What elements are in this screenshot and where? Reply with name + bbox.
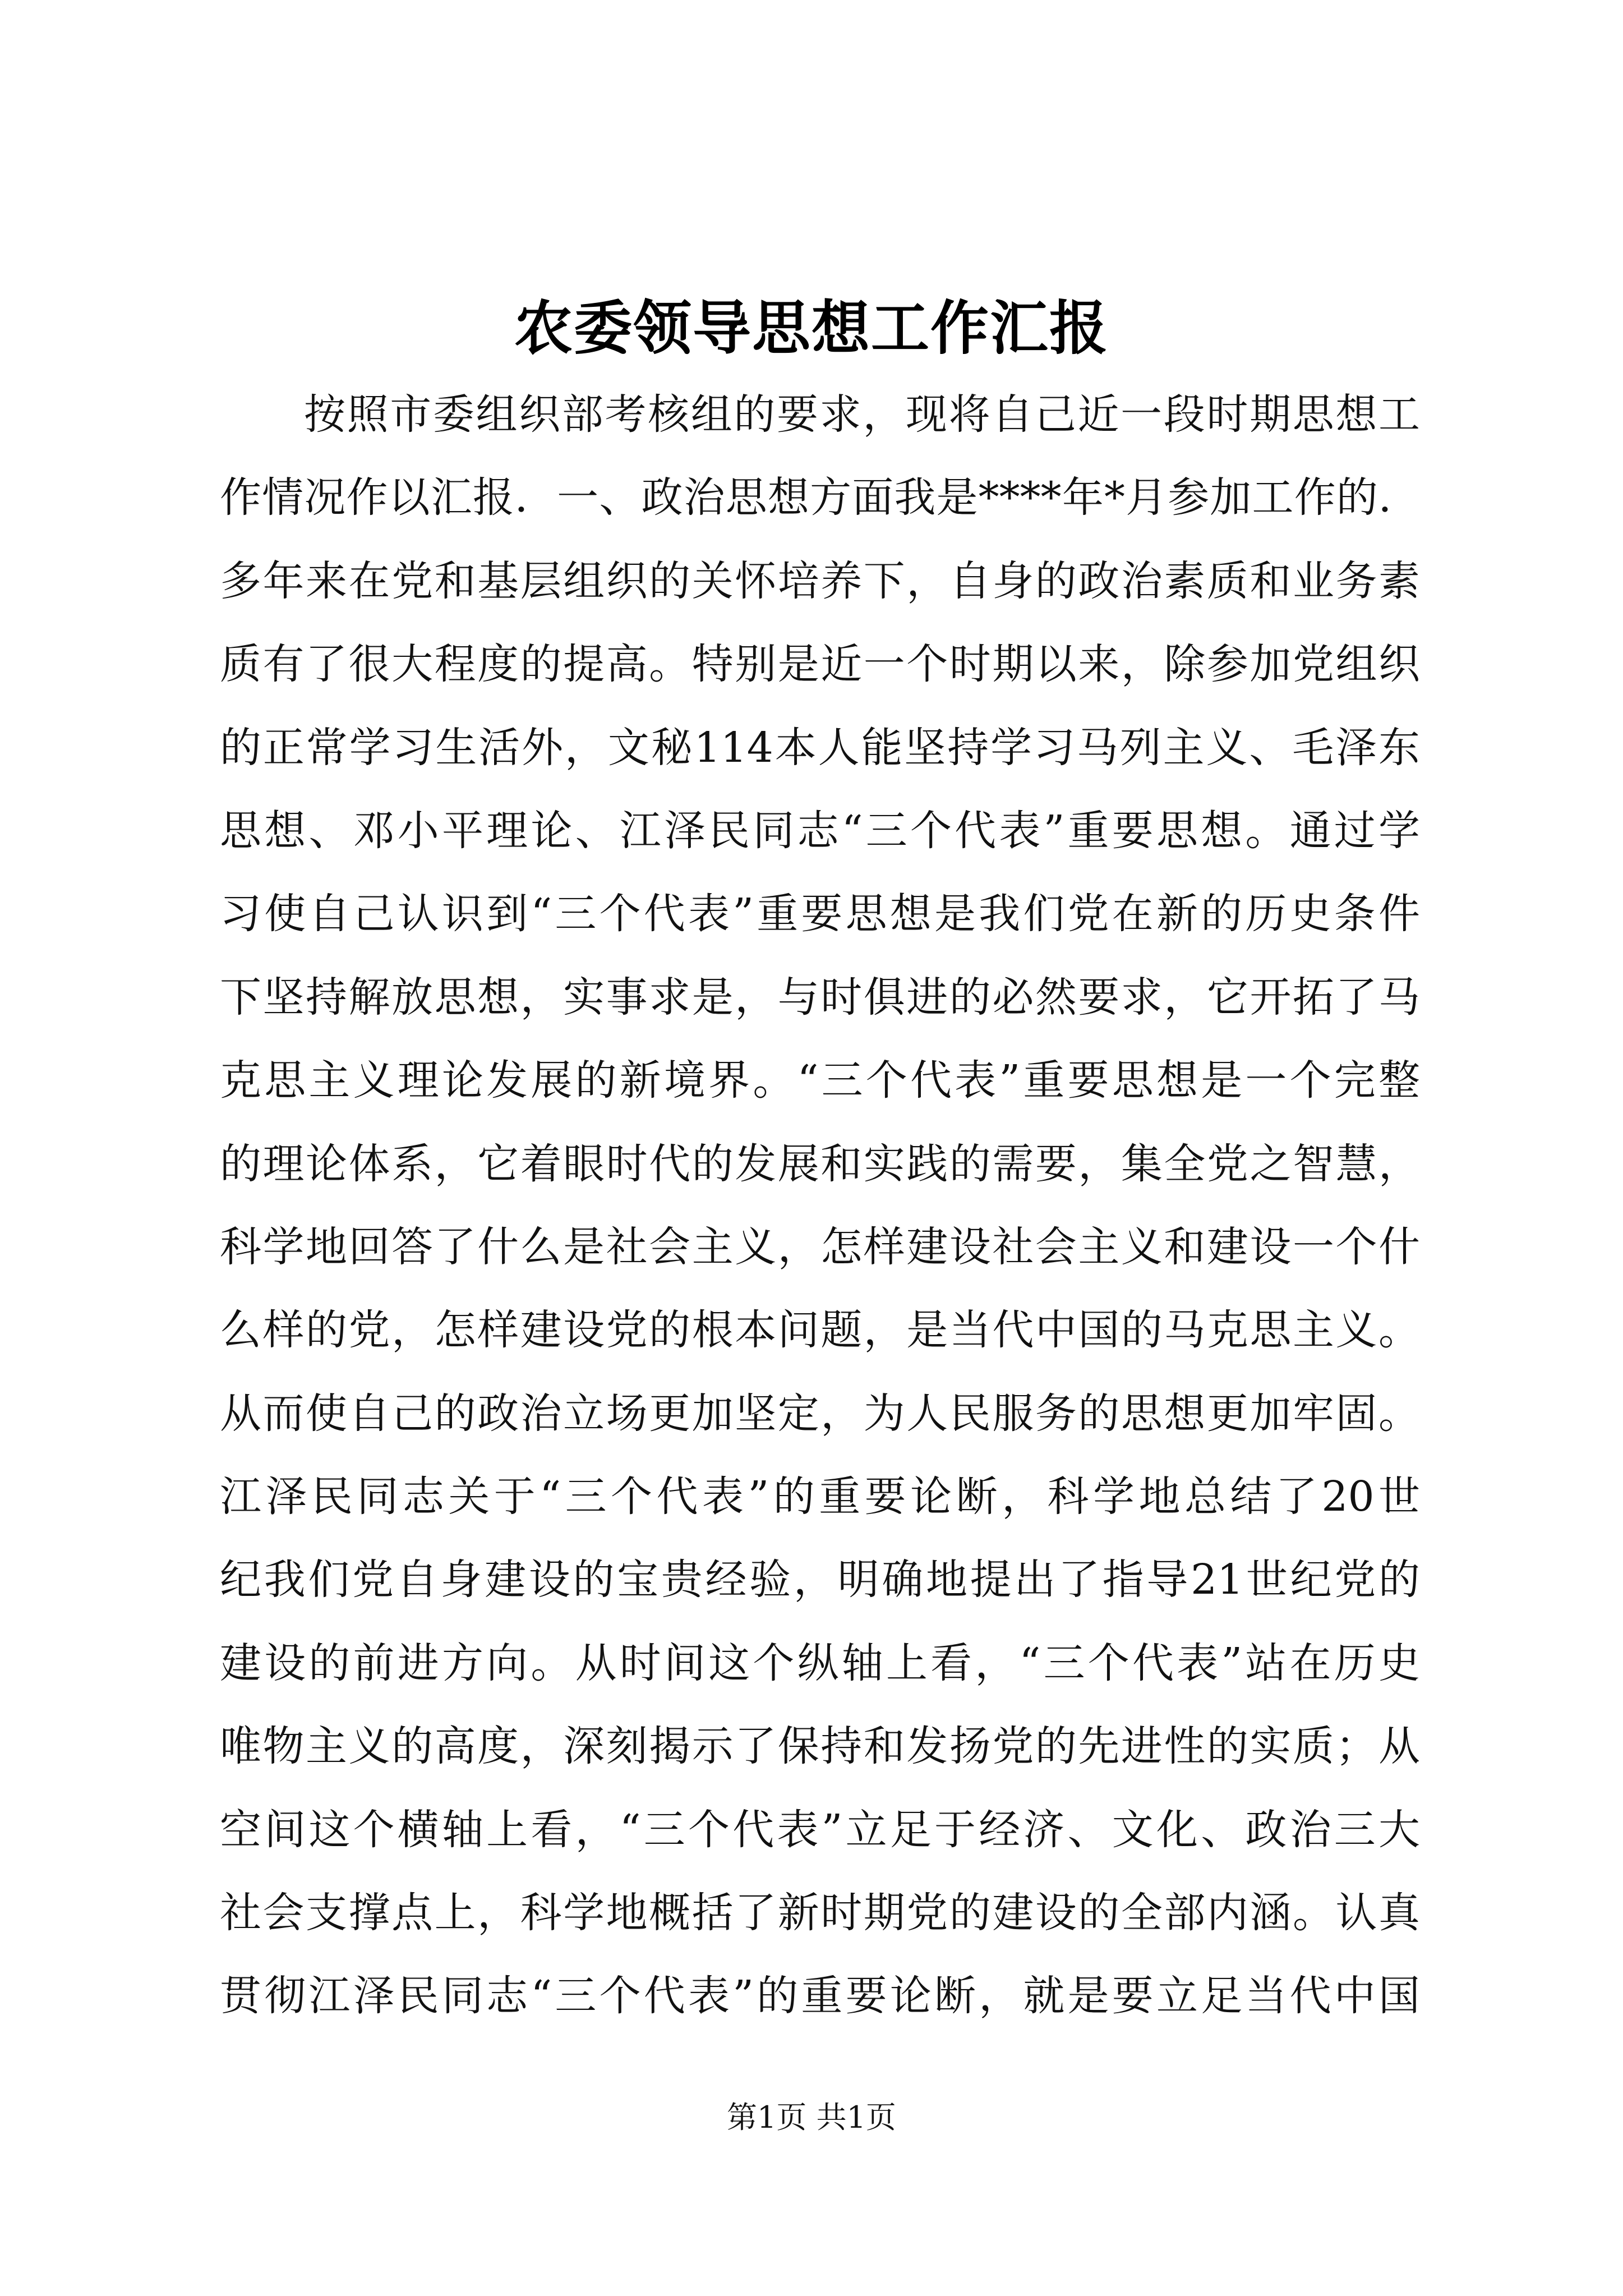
document-title: 农委领导思想工作汇报 <box>514 293 1109 362</box>
body-line: 作情况作以汇报．一、政治思想方面我是****年*月参加工作的． <box>220 473 1420 522</box>
body-line: 纪我们党自身建设的宝贵经验，明确地提出了指导21世纪党的 <box>220 1556 1420 1604</box>
body-line: 从而使自己的政治立场更加坚定，为人民服务的思想更加牢固。 <box>220 1389 1420 1438</box>
body-line: 的理论体系，它着眼时代的发展和实践的需要，集全党之智慧， <box>220 1139 1420 1188</box>
body-line: 的正常学习生活外，文秘114本人能坚持学习马列主义、毛泽东 <box>220 723 1420 772</box>
body-line: 按照市委组织部考核组的要求，现将自己近一段时期思想工 <box>304 390 1420 439</box>
body-line: 克思主义理论发展的新境界。“三个代表”重要思想是一个完整 <box>220 1056 1420 1105</box>
body-line: 思想、邓小平理论、江泽民同志“三个代表”重要思想。通过学 <box>220 806 1420 855</box>
body-line: 贯彻江泽民同志“三个代表”的重要论断，就是要立足当代中国 <box>220 1972 1420 2021</box>
body-line: 建设的前进方向。从时间这个纵轴上看，“三个代表”站在历史 <box>220 1639 1420 1687</box>
body-line: 社会支撑点上，科学地概括了新时期党的建设的全部内涵。认真 <box>220 1889 1420 1938</box>
page-number-footer: 第1页 共1页 <box>727 2100 896 2135</box>
body-line: 科学地回答了什么是社会主义，怎样建设社会主义和建设一个什 <box>220 1222 1420 1271</box>
body-line: 多年来在党和基层组织的关怀培养下，自身的政治素质和业务素 <box>220 556 1420 605</box>
body-line: 么样的党，怎样建设党的根本问题，是当代中国的马克思主义。 <box>220 1306 1420 1355</box>
document-body <box>220 373 1420 2038</box>
body-line: 唯物主义的高度，深刻揭示了保持和发扬党的先进性的实质；从 <box>220 1722 1420 1771</box>
body-line: 习使自己认识到“三个代表”重要思想是我们党在新的历史条件 <box>220 890 1420 938</box>
body-line: 江泽民同志关于“三个代表”的重要论断，科学地总结了20世 <box>220 1473 1420 1521</box>
body-line: 质有了很大程度的提高。特别是近一个时期以来，除参加党组织 <box>220 640 1420 689</box>
body-line: 下坚持解放思想，实事求是，与时俱进的必然要求，它开拓了马 <box>220 973 1420 1022</box>
body-line: 空间这个横轴上看，“三个代表”立足于经济、文化、政治三大 <box>220 1805 1420 1854</box>
